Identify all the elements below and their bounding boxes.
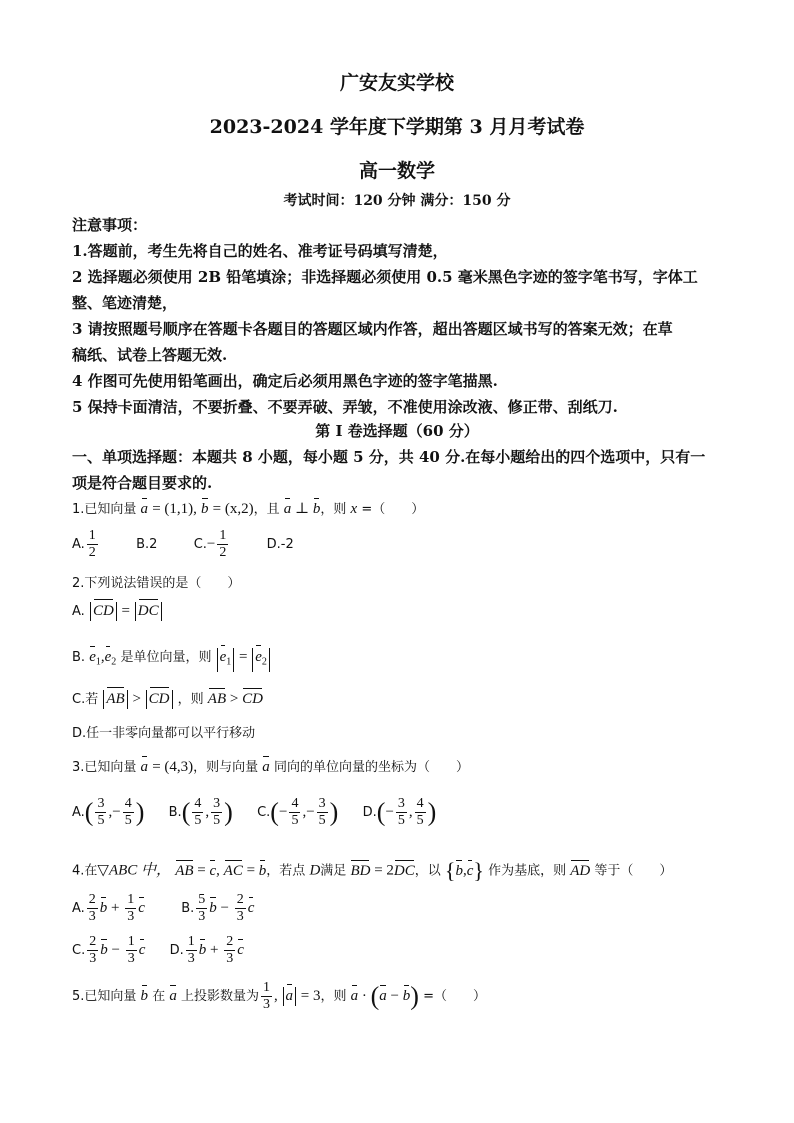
question-5-stem: 5.已知向量 b 在 a 上投影数量为 $\frac{1}{3}$ , a = 3，则 a · (a − b) =（ ） (72, 980, 486, 1012)
note-4: 4 作图可先使用铅笔画出，确定后必须用黑色字迹的签字笔描黑. (72, 372, 498, 390)
subject-title: 高一数学 (358, 160, 435, 182)
q3-option-d[interactable]: D.(− $\frac{3}{5}$ , $\frac{4}{5}$ ) (362, 796, 437, 828)
q3-option-a[interactable]: A.( $\frac{3}{5}$ ,− $\frac{4}{5}$ ) (72, 796, 145, 828)
note-3a: 3 请按照题号顺序在答题卡各题目的答题区域内作答，超出答题区域书写的答案无效；在草 (72, 320, 673, 338)
notes-title: 注意事项： (72, 216, 148, 234)
vector-a: a (140, 501, 149, 517)
section-intro-a: 一、单项选择题：本题共 8 小题，每小题 5 分，共 40 分.在每小题给出的四个选项中，只有一 (72, 448, 706, 466)
note-1: 1.答题前，考生先将自己的姓名、准考证号码填写清楚， (72, 242, 448, 260)
q3-option-b[interactable]: B.( $\frac{4}{5}$ , $\frac{3}{5}$ ) (168, 796, 233, 828)
time-score: 考试时间：120 分钟 满分：150 分 (283, 193, 511, 209)
exam-title: 2023-2024 学年度下学期第 3 月月考试卷 (209, 116, 585, 138)
question-4-options-row1 (72, 892, 254, 925)
q1-option-a[interactable]: A. $\frac{1}{2}$ (72, 528, 96, 560)
q2-option-c[interactable]: C.若 AB > CD ，则 AB > CD (72, 691, 263, 707)
q1-option-d[interactable]: D.-2 (266, 537, 294, 552)
q4-option-a[interactable]: A. $\frac{2}{3}$ b + $\frac{1}{3}$ c (72, 892, 145, 924)
section-intro-b: 项是符合题目要求的. (72, 474, 213, 492)
note-5: 5 保持卡面清洁，不要折叠、不要弄破、弄皱，不准使用涂改液、修正带、刮纸刀. (72, 398, 618, 416)
school-name: 广安友实学校 (339, 72, 454, 94)
q2-option-b[interactable]: B. $e_1,e_2$ 是单位向量，则 $e_1 = e_2$ (72, 646, 271, 672)
q1-option-b[interactable]: B.2 (136, 537, 158, 552)
note-2a: 2 选择题必须使用 2B 铅笔填涂；非选择题必须使用 0.5 毫米黑色字迹的签字笔书写，字体工 (72, 268, 698, 286)
section-title: 第 I 卷选择题（60 分） (315, 422, 479, 440)
question-4-options-row2 (72, 934, 244, 967)
q2-option-d[interactable]: D.任一非零向量都可以平行移动 (72, 726, 256, 741)
question-2-stem: 2.下列说法错误的是（ ） (72, 576, 241, 591)
vector-b: b (201, 501, 209, 517)
note-3b: 稿纸、试卷上答题无效. (72, 346, 228, 364)
q4-option-d[interactable]: D. $\frac{1}{3}$ b + $\frac{2}{3}$ c (169, 934, 244, 966)
q4-option-c[interactable]: C. $\frac{2}{3}$ b − $\frac{1}{3}$ c (72, 934, 146, 966)
question-1-options (72, 528, 294, 561)
q3-option-c[interactable]: C.(− $\frac{4}{5}$ ,− $\frac{3}{5}$ ) (257, 796, 339, 828)
q4-option-b[interactable]: B. $\frac{5}{3}$ b − $\frac{2}{3}$ c (181, 892, 255, 924)
question-4-stem: 4.在▽ABC 中， AB = c, AC = b，若点 D满足 BD = 2DC，以 {b,c} 作为基底，则 AD 等于（ ） (72, 858, 673, 883)
q1-option-c[interactable]: C.− $\frac{1}{2}$ (193, 528, 227, 560)
question-1-stem: 1.已知向量 a = (1,1), b = (x,2)，且 a ⊥ b，则 x =（ ） (72, 501, 425, 517)
question-3-options (72, 796, 436, 829)
question-3-stem: 3.已知向量 a = (4,3)，则与向量 a 同向的单位向量的坐标为（ ） (72, 759, 469, 775)
q2-option-a[interactable]: A. CD = DC (72, 602, 163, 621)
note-2b: 整、笔迹清楚， (72, 294, 178, 312)
